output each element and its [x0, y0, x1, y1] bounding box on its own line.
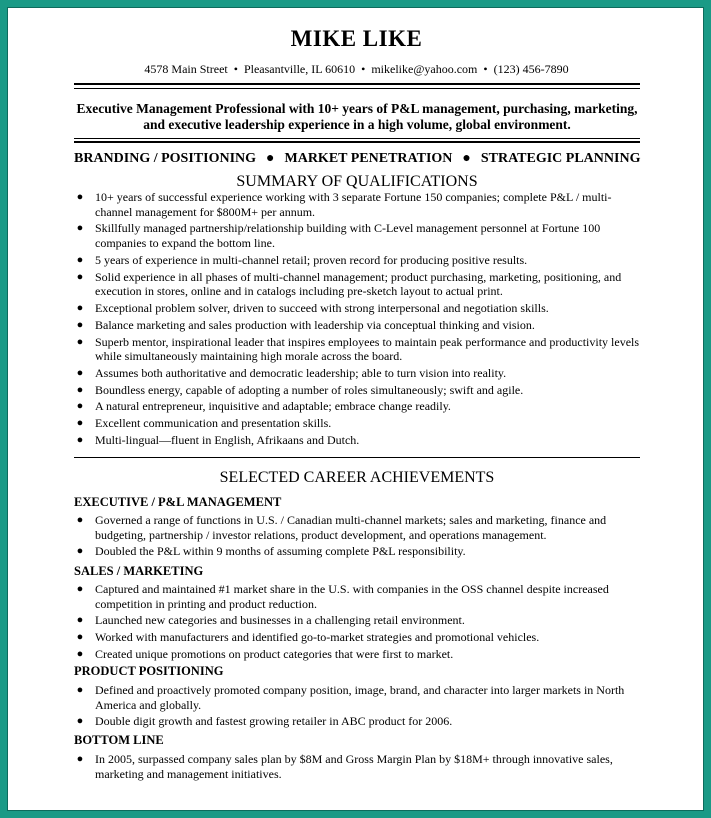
- headline: Executive Management Professional with 10+ years of P&L management, purchasing, marketing, and executive leadership experience in a high volume, global environment.: [76, 101, 638, 132]
- divider: [74, 83, 640, 85]
- email: mikelike@yahoo.com: [371, 62, 478, 76]
- bullet-icon: ●: [76, 417, 84, 430]
- bullet-icon: ●: [76, 545, 84, 558]
- list-item: ● Exceptional problem solver, driven to succeed with strong interpersonal and negotiation skills.: [74, 301, 644, 316]
- bullet-icon: ●: [76, 583, 84, 595]
- specialty-item: BRANDING / POSITIONING: [74, 151, 257, 166]
- specialties-line: [74, 151, 640, 167]
- resume-name: MIKE LIKE: [290, 26, 423, 51]
- list-item: ● Assumes both authoritative and democratic leadership; able to turn vision into reality.: [74, 366, 644, 381]
- achievements-title: SELECTED CAREER ACHIEVEMENTS: [219, 469, 495, 486]
- summary-title: SUMMARY OF QUALIFICATIONS: [236, 173, 478, 190]
- list-item: ● Multi-lingual—fluent in English, Afrikaans and Dutch.: [74, 433, 644, 448]
- list-item: ● Launched new categories and businesses in a challenging retail environment.: [74, 613, 644, 628]
- divider: [74, 138, 640, 139]
- list-item: ● Doubled the P&L within 9 months of assuming complete P&L responsibility.: [74, 544, 644, 559]
- bullet-icon: ●: [76, 253, 84, 266]
- specialty-item: STRATEGIC PLANNING: [480, 151, 641, 166]
- list-item: ● Defined and proactively promoted company position, image, brand, and character into larger markets in North America and globally.: [74, 683, 644, 713]
- bullet-icon: ●: [76, 433, 84, 446]
- bullet-icon: ●: [76, 614, 84, 627]
- bullet-icon: ●: [76, 191, 84, 203]
- list-item: ● Captured and maintained #1 market share in the U.S. with companies in the OSS channel despite increased competition in printing and product reduction.: [74, 582, 644, 612]
- summary-list: [74, 190, 644, 449]
- list-item: ● Double digit growth and fastest growing retailer in ABC product for 2006.: [74, 714, 644, 729]
- bullet-icon: ●: [76, 367, 84, 379]
- separator-dot: •: [233, 62, 238, 76]
- group-heading: SALES / MARKETING: [74, 564, 204, 578]
- list-item: ● Excellent communication and presentation skills.: [74, 416, 644, 431]
- bullet-icon: ●: [76, 270, 84, 283]
- separator-dot: ●: [462, 151, 471, 166]
- list-item: ● 5 years of experience in multi-channel retail; proven record for producing positive results.: [74, 253, 644, 268]
- contact-line: [8, 62, 705, 77]
- list-item: ● Skillfully managed partnership/relationship building with C-Level management personnel at Fortune 100 companies to expand the bottom line.: [74, 221, 644, 251]
- divider: [74, 88, 640, 89]
- bullet-icon: ●: [76, 514, 84, 526]
- bullet-icon: ●: [76, 318, 84, 331]
- separator-dot: ●: [266, 151, 275, 166]
- bullet-icon: ●: [76, 302, 84, 315]
- list-item: ● A natural entrepreneur, inquisitive and adaptable; embrace change readily.: [74, 399, 644, 414]
- list-item: ● Solid experience in all phases of multi-channel management; product purchasing, marketing, positioning, and execution in stores, online and in catalogs including pre-sketch layout to actual print.: [74, 270, 644, 300]
- achievement-list: [74, 582, 644, 664]
- phone: (123) 456-7890: [493, 62, 569, 76]
- specialty-item: MARKET PENETRATION: [284, 151, 453, 166]
- bullet-icon: ●: [76, 400, 84, 413]
- bullet-icon: ●: [76, 753, 84, 765]
- bullet-icon: ●: [76, 335, 84, 348]
- bullet-icon: ●: [76, 222, 84, 235]
- bullet-icon: ●: [76, 715, 84, 728]
- list-item: ● Superb mentor, inspirational leader that inspires employees to maintain peak performance and productivity levels while simultaneously maintaining high morale across the board.: [74, 335, 644, 365]
- bullet-icon: ●: [76, 684, 84, 696]
- list-item: ● Worked with manufacturers and identified go-to-market strategies and promotional vehicles.: [74, 630, 644, 645]
- list-item: ● Governed a range of functions in U.S. / Canadian multi-channel markets; sales and marketing, finance and budgeting, partnership / investor relations, product development, and operations management.: [74, 513, 644, 543]
- achievement-list: [74, 683, 644, 731]
- list-item: ● Created unique promotions on product categories that were first to market.: [74, 647, 644, 662]
- separator-dot: •: [361, 62, 366, 76]
- divider: [74, 457, 640, 458]
- achievement-list: [74, 752, 644, 783]
- group-heading: PRODUCT POSITIONING: [74, 664, 224, 678]
- address: 4578 Main Street: [144, 62, 228, 76]
- list-item: ● Balance marketing and sales production with leadership via conceptual thinking and vision.: [74, 318, 644, 333]
- bullet-icon: ●: [76, 631, 84, 644]
- group-heading: EXECUTIVE / P&L MANAGEMENT: [74, 495, 282, 509]
- group-heading: BOTTOM LINE: [74, 733, 164, 747]
- bullet-icon: ●: [76, 383, 84, 396]
- list-item: ● Boundless energy, capable of adopting a number of roles simultaneously; swift and agile.: [74, 383, 644, 398]
- separator-dot: •: [483, 62, 488, 76]
- resume-page: [7, 7, 704, 811]
- list-item: ● 10+ years of successful experience working with 3 separate Fortune 150 companies; complete P&L / multi-channel management for $800M+ per annum.: [74, 190, 644, 220]
- bullet-icon: ●: [76, 647, 84, 660]
- list-item: ● In 2005, surpassed company sales plan by $8M and Gross Margin Plan by $18M+ through innovative sales, marketing and management initiatives.: [74, 752, 644, 782]
- achievement-list: [74, 513, 644, 561]
- divider: [74, 141, 640, 143]
- city: Pleasantville, IL 60610: [243, 62, 356, 76]
